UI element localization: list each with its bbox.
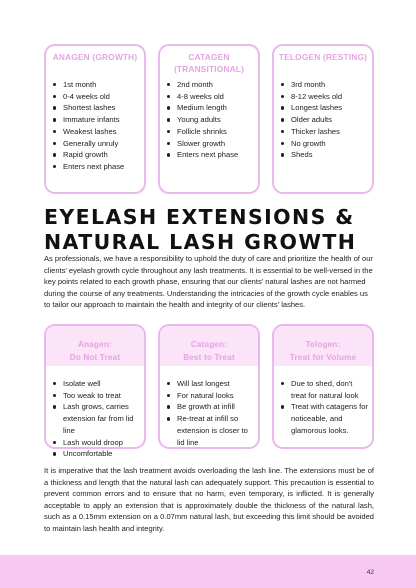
list-item: Enters next phase xyxy=(166,149,258,161)
card-title-line: Do Not Treat xyxy=(69,353,121,362)
list-item: Lash would droop xyxy=(52,437,140,449)
anagen-treatment-card xyxy=(44,324,146,459)
list-item: Young adults xyxy=(166,114,258,126)
bullet-list xyxy=(280,378,368,437)
card-title-line: Catagen: xyxy=(190,340,228,349)
list-item: Rapid growth xyxy=(52,149,144,161)
card-title xyxy=(160,338,258,364)
card-title-line: Anagen: xyxy=(78,340,112,349)
card-title-line: Treat for Volume xyxy=(289,353,357,362)
list-item: Weakest lashes xyxy=(52,126,144,138)
list-item: Will last longest xyxy=(166,378,254,390)
list-item: Uncomfortable xyxy=(52,448,140,460)
list-item: Thicker lashes xyxy=(280,126,372,138)
list-item: Immature infants xyxy=(52,114,144,126)
list-item: Be growth at infill xyxy=(166,401,254,413)
card-title xyxy=(46,338,144,364)
list-item: 2nd month xyxy=(166,79,258,91)
anagen-growth-card xyxy=(44,44,146,194)
card-title xyxy=(274,338,372,364)
card-title: TELOGEN (RESTING) xyxy=(278,52,368,62)
list-item: 3rd month xyxy=(280,79,372,91)
list-item: Follicle shrinks xyxy=(166,126,258,138)
list-item: Re-treat at infill so extension is closer to lid line xyxy=(166,413,254,448)
bullet-list xyxy=(52,79,144,173)
intro-paragraph: As professionals, we have a responsibility to uphold the duty of care and prioritize the health of our clients' eyelash growth cycle throughout any lash treatments. It is essential to be well-versed in the key points related to each growth phase, ensuring that our clients' natural lashes are not harmed during the course of any treatments. Understanding the intricacies of the growth cycle enables us to tailor our approach to maintain the health and integrity of our clients' lashes. xyxy=(44,254,373,310)
card-title-line: Telogen: xyxy=(305,340,341,349)
telogen-treatment-card xyxy=(272,324,374,449)
list-item: 4-8 weeks old xyxy=(166,91,258,103)
list-item: Treat with catagens for noticeable, and glamorous looks. xyxy=(280,401,368,436)
list-item: Isolate well xyxy=(52,378,140,390)
list-item: Due to shed, don't treat for natural look xyxy=(280,378,368,401)
card-title: CATAGEN (TRANSITIONAL) xyxy=(173,52,245,74)
catagen-treatment-card xyxy=(158,324,260,449)
footer-band xyxy=(0,555,416,588)
catagen-transitional-card xyxy=(158,44,260,194)
list-item: Longest lashes xyxy=(280,102,372,114)
list-item: Slower growth xyxy=(166,138,258,150)
list-item: Generally unruly xyxy=(52,138,144,150)
list-item: Too weak to treat xyxy=(52,390,140,402)
bullet-list xyxy=(280,79,372,161)
list-item: 1st month xyxy=(52,79,144,91)
bullet-list xyxy=(52,378,140,460)
closing-paragraph: It is imperative that the lash treatment avoids overloading the lash line. The extensions must be of a thickness and length that the natural lash can adequately support. This precaution is essential to prevent common errors and to ensure that no harm, even temporary, is inflicted. It is generally acceptable to apply an extension that is approximately double the thickness of the natural lash, such as a 0.15mm extension on a 0.07mm natural lash, but exceeding this limit should be avoided to maintain lash health and integrity. xyxy=(44,466,374,533)
list-item: Sheds xyxy=(280,149,372,161)
list-item: For natural looks xyxy=(166,390,254,402)
page-number: 42 xyxy=(366,569,374,576)
list-item: 8-12 weeks old xyxy=(280,91,372,103)
bullet-list xyxy=(166,378,254,448)
list-item: Older adults xyxy=(280,114,372,126)
list-item: 0-4 weeks old xyxy=(52,91,144,103)
telogen-resting-card xyxy=(272,44,374,194)
list-item: Enters next phase xyxy=(52,161,144,173)
list-item: Shortest lashes xyxy=(52,102,144,114)
list-item: No growth xyxy=(280,138,372,150)
card-title: ANAGEN (GROWTH) xyxy=(52,52,138,62)
page-title: EYELASH EXTENSIONS & NATURAL LASH GROWTH xyxy=(44,205,357,254)
list-item: Lash grows, carries extension far from lid line xyxy=(52,401,140,436)
card-title-line: Best to Treat xyxy=(183,353,235,362)
list-item: Medium length xyxy=(166,102,258,114)
bullet-list xyxy=(166,79,258,161)
